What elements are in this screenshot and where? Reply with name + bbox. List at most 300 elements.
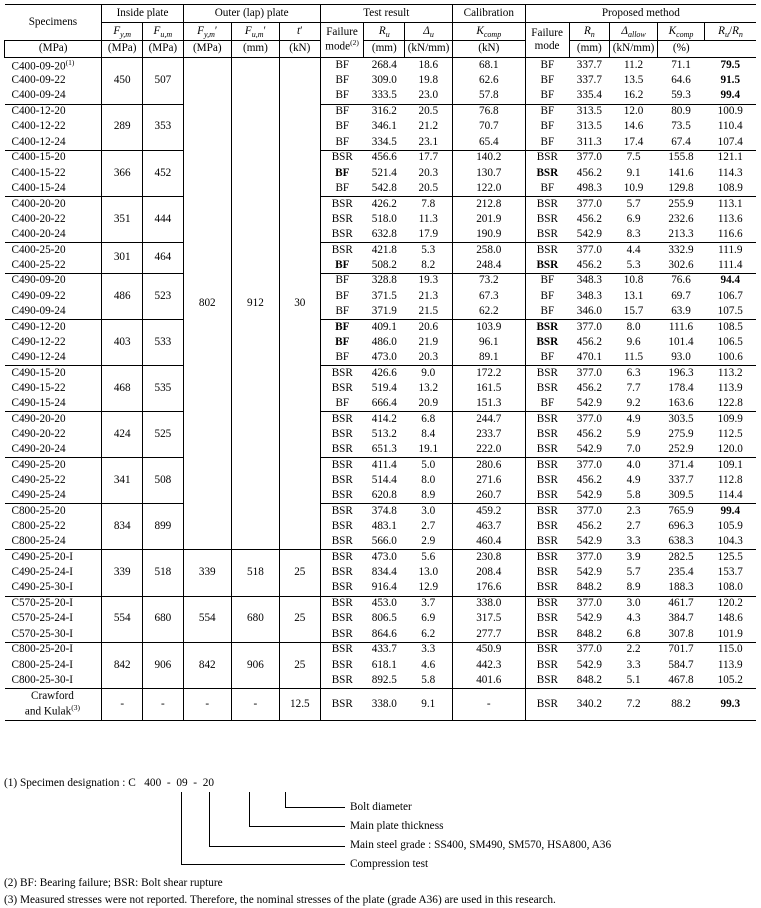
inside-plate-fy bbox=[102, 412, 143, 458]
test-du bbox=[405, 627, 453, 642]
specimen-name bbox=[5, 365, 102, 380]
test-du-value: 8.9 bbox=[421, 489, 436, 502]
test-du-value: 19.8 bbox=[418, 74, 439, 87]
test-ru bbox=[364, 442, 405, 457]
ratio bbox=[705, 135, 756, 150]
test-failure-mode-value: BF bbox=[335, 135, 350, 148]
test-ru bbox=[364, 596, 405, 611]
test-du-value: 5.0 bbox=[421, 458, 436, 471]
outer-plate-fy-value: - bbox=[205, 697, 210, 710]
proposed-failure-mode bbox=[525, 473, 569, 488]
table-row bbox=[5, 458, 757, 473]
proposed-dallow bbox=[610, 504, 658, 519]
proposed-dallow-value: 8.0 bbox=[626, 320, 641, 333]
fu-value: 444 bbox=[154, 212, 172, 225]
specimen-label: C490-20-20 bbox=[11, 412, 66, 425]
column-symbol: K bbox=[476, 24, 484, 37]
outer-plate-shared-t bbox=[279, 58, 320, 550]
calibration-kcomp-value: 89.1 bbox=[479, 350, 499, 363]
column-symbol-4 bbox=[279, 22, 320, 40]
designation-dash-2: - bbox=[193, 777, 198, 789]
ratio bbox=[705, 242, 756, 257]
table-row bbox=[5, 365, 757, 380]
test-du-value: 19.1 bbox=[418, 443, 439, 456]
fy-value: 486 bbox=[113, 289, 131, 302]
proposed-failure-mode bbox=[525, 242, 569, 257]
calibration-kcomp bbox=[452, 258, 525, 273]
proposed-rn-value: 337.7 bbox=[576, 59, 602, 72]
column-subscript: u bbox=[429, 29, 434, 39]
test-ru-value: 421.8 bbox=[371, 243, 397, 256]
specimen-name bbox=[5, 89, 102, 104]
calibration-kcomp bbox=[452, 611, 525, 626]
test-du bbox=[405, 581, 453, 596]
test-failure-mode-value: BF bbox=[335, 396, 350, 409]
proposed-dallow-value: 8.9 bbox=[626, 581, 641, 594]
proposed-dallow bbox=[610, 258, 658, 273]
specimen-name bbox=[5, 212, 102, 227]
proposed-rn-value: 542.9 bbox=[576, 396, 602, 409]
test-failure-mode bbox=[320, 273, 364, 288]
ratio-value: 109.1 bbox=[717, 458, 743, 471]
inside-plate-fu bbox=[143, 242, 184, 273]
test-ru bbox=[364, 581, 405, 596]
proposed-dallow bbox=[610, 181, 658, 196]
test-du bbox=[405, 473, 453, 488]
fu-value: 525 bbox=[154, 427, 172, 440]
calibration-kcomp bbox=[452, 335, 525, 350]
fu-value: 906 bbox=[154, 658, 172, 671]
specimen-label: C400-20-20 bbox=[11, 197, 66, 210]
column-symbol-1 bbox=[143, 22, 184, 40]
specimen-label: C490-15-22 bbox=[11, 381, 66, 394]
proposed-kcomp bbox=[657, 673, 704, 688]
proposed-failure-mode bbox=[525, 642, 569, 657]
ratio-value: 112.5 bbox=[717, 427, 743, 440]
proposed-failure-mode bbox=[525, 273, 569, 288]
test-failure-mode bbox=[320, 396, 364, 411]
column-symbol-5 bbox=[320, 22, 364, 58]
proposed-failure-mode-value: BF bbox=[540, 74, 555, 87]
proposed-kcomp bbox=[657, 104, 704, 119]
proposed-kcomp-value: 178.4 bbox=[668, 381, 694, 394]
specimen-name bbox=[5, 427, 102, 442]
proposed-dallow-value: 6.3 bbox=[626, 366, 641, 379]
specimen-name bbox=[5, 135, 102, 150]
test-du-value: 6.9 bbox=[421, 612, 436, 625]
test-failure-mode bbox=[320, 58, 364, 73]
test-du-value: 6.8 bbox=[421, 412, 436, 425]
proposed-dallow-value: 11.5 bbox=[623, 350, 644, 363]
ratio-value: 104.3 bbox=[717, 535, 743, 548]
ratio-value: 109.9 bbox=[717, 412, 743, 425]
proposed-failure-mode-value: BSR bbox=[536, 643, 558, 656]
proposed-kcomp-value: 282.5 bbox=[668, 551, 694, 564]
proposed-failure-mode-value: BSR bbox=[536, 551, 558, 564]
proposed-failure-mode bbox=[525, 119, 569, 134]
ratio-value: 99.4 bbox=[720, 89, 741, 102]
proposed-rn bbox=[569, 596, 610, 611]
ratio bbox=[705, 473, 756, 488]
calibration-kcomp bbox=[452, 488, 525, 503]
test-failure-mode-value: BF bbox=[335, 258, 350, 271]
test-ru-value: 374.8 bbox=[371, 505, 397, 518]
calibration-kcomp bbox=[452, 227, 525, 242]
header-calibration: Calibration bbox=[452, 5, 525, 23]
outer-plate-ofu bbox=[231, 550, 279, 596]
inside-plate-fy bbox=[102, 196, 143, 242]
test-ru bbox=[364, 611, 405, 626]
proposed-kcomp-value: 696.3 bbox=[668, 520, 694, 533]
fy-value: 403 bbox=[113, 335, 131, 348]
test-ru-value: 409.1 bbox=[371, 320, 397, 333]
proposed-rn bbox=[569, 119, 610, 134]
proposed-failure-mode bbox=[525, 365, 569, 380]
ratio bbox=[705, 227, 756, 242]
test-ru-value: 514.4 bbox=[371, 474, 397, 487]
proposed-rn-value: 542.9 bbox=[576, 443, 602, 456]
specimen-label: C490-12-20 bbox=[11, 320, 66, 333]
ratio bbox=[705, 488, 756, 503]
test-du-value: 21.2 bbox=[418, 120, 439, 133]
table-row bbox=[5, 196, 757, 211]
table-row bbox=[5, 412, 757, 427]
test-du-value: 5.3 bbox=[421, 243, 436, 256]
test-du-value: 21.3 bbox=[418, 289, 439, 302]
column-symbol-7 bbox=[405, 22, 453, 40]
calibration-kcomp-value: 271.6 bbox=[476, 474, 502, 487]
proposed-failure-mode bbox=[525, 73, 569, 88]
proposed-kcomp bbox=[657, 412, 704, 427]
calibration-kcomp bbox=[452, 627, 525, 642]
test-failure-mode-value: BF bbox=[335, 304, 350, 317]
specimen-label: C400-15-24 bbox=[11, 181, 66, 194]
proposed-rn bbox=[569, 381, 610, 396]
calibration-kcomp bbox=[452, 73, 525, 88]
table-row bbox=[5, 642, 757, 657]
proposed-rn bbox=[569, 688, 610, 720]
proposed-failure-mode-value: BSR bbox=[536, 151, 558, 164]
proposed-dallow-value: 7.5 bbox=[626, 151, 641, 164]
test-du bbox=[405, 535, 453, 550]
proposed-rn bbox=[569, 673, 610, 688]
column-subscript: u bbox=[724, 29, 729, 39]
proposed-dallow-value: 3.0 bbox=[626, 597, 641, 610]
column-subscript: u,m bbox=[160, 29, 173, 39]
test-du bbox=[405, 89, 453, 104]
proposed-rn-value: 470.1 bbox=[576, 350, 602, 363]
proposed-rn bbox=[569, 104, 610, 119]
inside-plate-fy bbox=[102, 58, 143, 104]
proposed-dallow bbox=[610, 135, 658, 150]
test-ru bbox=[364, 196, 405, 211]
proposed-rn-value: 377.0 bbox=[576, 366, 602, 379]
test-ru bbox=[364, 73, 405, 88]
proposed-rn bbox=[569, 58, 610, 73]
proposed-kcomp bbox=[657, 658, 704, 673]
specimen-name bbox=[5, 565, 102, 580]
test-du bbox=[405, 319, 453, 334]
proposed-failure-mode-value: BSR bbox=[536, 597, 558, 610]
calibration-kcomp-value: 57.8 bbox=[479, 89, 499, 102]
column-subscript: comp bbox=[483, 29, 502, 39]
proposed-dallow bbox=[610, 519, 658, 534]
fy-value: 366 bbox=[113, 166, 131, 179]
test-ru bbox=[364, 658, 405, 673]
proposed-dallow bbox=[610, 535, 658, 550]
test-ru-value: 334.5 bbox=[371, 135, 397, 148]
proposed-failure-mode bbox=[525, 611, 569, 626]
proposed-failure-mode-value: BSR bbox=[536, 458, 558, 471]
test-du bbox=[405, 565, 453, 580]
proposed-dallow-value: 5.1 bbox=[626, 673, 641, 686]
proposed-dallow bbox=[610, 319, 658, 334]
specimen-label: C490-09-22 bbox=[11, 289, 66, 302]
proposed-failure-mode-value: BSR bbox=[536, 697, 558, 710]
calibration-kcomp-value: 277.7 bbox=[476, 627, 502, 640]
proposed-failure-mode bbox=[525, 535, 569, 550]
ratio-value: 106.7 bbox=[717, 289, 743, 302]
test-ru-value: 806.5 bbox=[371, 612, 397, 625]
test-failure-mode-value: BF bbox=[335, 89, 350, 102]
specimen-name bbox=[5, 273, 102, 288]
proposed-kcomp-value: 163.6 bbox=[668, 396, 694, 409]
test-failure-mode bbox=[320, 242, 364, 257]
specimen-label: C400-09-24 bbox=[11, 89, 66, 102]
proposed-dallow bbox=[610, 458, 658, 473]
fy-value: 289 bbox=[113, 120, 131, 133]
proposed-kcomp bbox=[657, 627, 704, 642]
tree-line-c-h bbox=[181, 864, 345, 865]
test-failure-mode bbox=[320, 550, 364, 565]
proposed-dallow-value: 15.7 bbox=[623, 304, 644, 317]
test-ru-value: 518.0 bbox=[371, 212, 397, 225]
test-ru bbox=[364, 488, 405, 503]
test-ru bbox=[364, 58, 405, 73]
proposed-dallow-value: 4.3 bbox=[626, 612, 641, 625]
test-failure-mode bbox=[320, 381, 364, 396]
proposed-dallow bbox=[610, 442, 658, 457]
test-failure-mode bbox=[320, 227, 364, 242]
fy-value: 424 bbox=[113, 427, 131, 440]
proposed-rn bbox=[569, 181, 610, 196]
proposed-rn bbox=[569, 396, 610, 411]
column-label: Failure bbox=[326, 26, 358, 39]
calibration-kcomp-value: 73.2 bbox=[479, 274, 499, 287]
proposed-failure-mode bbox=[525, 150, 569, 165]
proposed-kcomp-value: 59.3 bbox=[671, 89, 691, 102]
test-ru bbox=[364, 289, 405, 304]
ratio-value: 114.3 bbox=[717, 166, 743, 179]
specimen-label: C400-25-22 bbox=[11, 258, 66, 271]
proposed-rn-value: 377.0 bbox=[576, 597, 602, 610]
proposed-rn-value: 313.5 bbox=[576, 120, 602, 133]
proposed-kcomp-value: 232.6 bbox=[668, 212, 694, 225]
column-unit: (MPa) bbox=[38, 42, 68, 55]
ratio bbox=[705, 504, 756, 519]
proposed-dallow-value: 4.9 bbox=[626, 474, 641, 487]
test-ru bbox=[364, 550, 405, 565]
specimen-name bbox=[5, 535, 102, 550]
proposed-kcomp bbox=[657, 196, 704, 211]
proposed-kcomp-value: 467.8 bbox=[668, 673, 694, 686]
ratio bbox=[705, 212, 756, 227]
column-symbol-9 bbox=[525, 22, 569, 58]
ratio-value: 113.6 bbox=[717, 212, 743, 225]
inside-plate-fy bbox=[102, 319, 143, 365]
test-ru-value: 268.4 bbox=[371, 59, 397, 72]
proposed-kcomp-value: 101.4 bbox=[668, 335, 694, 348]
test-failure-mode bbox=[320, 535, 364, 550]
proposed-dallow-value: 9.2 bbox=[626, 396, 641, 409]
proposed-failure-mode bbox=[525, 212, 569, 227]
ratio-value: 108.5 bbox=[717, 320, 743, 333]
proposed-kcomp-value: 309.5 bbox=[668, 489, 694, 502]
proposed-dallow bbox=[610, 381, 658, 396]
test-failure-mode-value: BSR bbox=[331, 366, 353, 379]
proposed-rn-value: 542.9 bbox=[576, 227, 602, 240]
test-ru-value: 542.8 bbox=[371, 181, 397, 194]
proposed-kcomp bbox=[657, 535, 704, 550]
column-prime: ′ bbox=[214, 24, 218, 37]
ratio bbox=[705, 73, 756, 88]
calibration-kcomp bbox=[452, 473, 525, 488]
proposed-rn-value: 542.9 bbox=[576, 566, 602, 579]
test-ru-value: 346.1 bbox=[371, 120, 397, 133]
proposed-kcomp bbox=[657, 212, 704, 227]
proposed-rn bbox=[569, 135, 610, 150]
test-du-value: 7.8 bbox=[421, 197, 436, 210]
test-failure-mode-value: BSR bbox=[331, 597, 353, 610]
ratio-value: 121.1 bbox=[717, 151, 743, 164]
calibration-kcomp-value: 176.6 bbox=[476, 581, 502, 594]
column-unit: (kN) bbox=[478, 42, 500, 55]
test-du-value: 13.2 bbox=[418, 381, 439, 394]
test-ru-value: 566.0 bbox=[371, 535, 397, 548]
specimen-label: C400-09-22 bbox=[11, 74, 66, 87]
calibration-kcomp-value: 450.9 bbox=[476, 643, 502, 656]
specimen-label: C400-20-22 bbox=[11, 212, 66, 225]
column-unit-13 bbox=[657, 40, 704, 58]
designation-diameter: 20 bbox=[202, 777, 214, 789]
test-du bbox=[405, 304, 453, 319]
specimen-label: C800-25-24-I bbox=[11, 658, 74, 671]
test-ru bbox=[364, 427, 405, 442]
test-du bbox=[405, 73, 453, 88]
calibration-kcomp-value: 212.8 bbox=[476, 197, 502, 210]
proposed-rn bbox=[569, 335, 610, 350]
test-du bbox=[405, 135, 453, 150]
test-failure-mode-value: BSR bbox=[331, 643, 353, 656]
proposed-kcomp-value: 302.6 bbox=[668, 258, 694, 271]
proposed-failure-mode bbox=[525, 581, 569, 596]
proposed-rn bbox=[569, 504, 610, 519]
specimen-name bbox=[5, 304, 102, 319]
test-du-value: 18.6 bbox=[418, 59, 439, 72]
designation-c: C bbox=[128, 777, 136, 789]
fu-value: 518 bbox=[154, 566, 172, 579]
proposed-failure-mode-value: BF bbox=[540, 274, 555, 287]
calibration-kcomp bbox=[452, 550, 525, 565]
test-ru-value: 473.0 bbox=[371, 350, 397, 363]
proposed-rn-value: 456.2 bbox=[576, 474, 602, 487]
test-failure-mode-value: BSR bbox=[331, 227, 353, 240]
proposed-dallow-value: 3.3 bbox=[626, 658, 641, 671]
proposed-dallow bbox=[610, 658, 658, 673]
test-du bbox=[405, 181, 453, 196]
proposed-rn bbox=[569, 304, 610, 319]
inside-plate-fu-value: - bbox=[160, 697, 165, 710]
proposed-failure-mode bbox=[525, 488, 569, 503]
fy-value: 301 bbox=[113, 251, 131, 264]
ratio-value: 148.6 bbox=[717, 612, 743, 625]
fy-value: 834 bbox=[113, 520, 131, 533]
crawford-line-1: Crawford bbox=[31, 689, 74, 702]
column-unit-12 bbox=[610, 40, 658, 58]
column-subscript: comp bbox=[676, 29, 694, 39]
fy-value: 468 bbox=[113, 381, 131, 394]
proposed-kcomp bbox=[657, 242, 704, 257]
calibration-kcomp-value: - bbox=[486, 697, 491, 710]
proposed-kcomp bbox=[657, 304, 704, 319]
test-ru-value: 426.6 bbox=[371, 366, 397, 379]
test-failure-mode bbox=[320, 73, 364, 88]
outer-value: 339 bbox=[198, 566, 216, 579]
inside-plate-fu bbox=[143, 596, 184, 642]
proposed-rn-value: 542.9 bbox=[576, 612, 602, 625]
specimen-name bbox=[5, 504, 102, 519]
test-du bbox=[405, 104, 453, 119]
proposed-failure-mode bbox=[525, 319, 569, 334]
proposed-failure-mode-value: BF bbox=[540, 105, 555, 118]
proposed-dallow bbox=[610, 196, 658, 211]
fu-value: 464 bbox=[154, 251, 172, 264]
proposed-dallow bbox=[610, 611, 658, 626]
calibration-kcomp-value: 244.7 bbox=[476, 412, 502, 425]
test-ru-value: 620.8 bbox=[371, 489, 397, 502]
test-failure-mode-value: BSR bbox=[331, 535, 353, 548]
proposed-kcomp-value: 63.9 bbox=[671, 304, 691, 317]
test-ru bbox=[364, 304, 405, 319]
proposed-dallow bbox=[610, 227, 658, 242]
outer-value: 842 bbox=[198, 658, 216, 671]
column-unit: (kN) bbox=[289, 42, 311, 55]
ratio bbox=[705, 611, 756, 626]
test-du-value: 9.0 bbox=[421, 366, 436, 379]
test-du bbox=[405, 504, 453, 519]
ratio-value: 79.5 bbox=[720, 59, 741, 72]
proposed-failure-mode-value: BSR bbox=[536, 505, 558, 518]
fy-value: 554 bbox=[113, 612, 131, 625]
proposed-kcomp-value: 155.8 bbox=[668, 151, 694, 164]
proposed-failure-mode bbox=[525, 58, 569, 73]
ratio-value: 114.4 bbox=[717, 489, 743, 502]
proposed-dallow-value: 7.2 bbox=[626, 697, 641, 710]
proposed-kcomp bbox=[657, 350, 704, 365]
inside-plate-fu bbox=[143, 642, 184, 688]
proposed-dallow-value: 12.0 bbox=[623, 105, 644, 118]
test-failure-mode bbox=[320, 442, 364, 457]
proposed-dallow bbox=[610, 166, 658, 181]
test-ru bbox=[364, 258, 405, 273]
proposed-rn bbox=[569, 273, 610, 288]
specimen-label: C800-25-30-I bbox=[11, 673, 74, 686]
column-unit-6 bbox=[279, 40, 320, 58]
test-du-value: 8.2 bbox=[421, 258, 436, 271]
proposed-failure-mode bbox=[525, 396, 569, 411]
column-slash: / bbox=[728, 24, 733, 37]
proposed-dallow-value: 5.9 bbox=[626, 427, 641, 440]
